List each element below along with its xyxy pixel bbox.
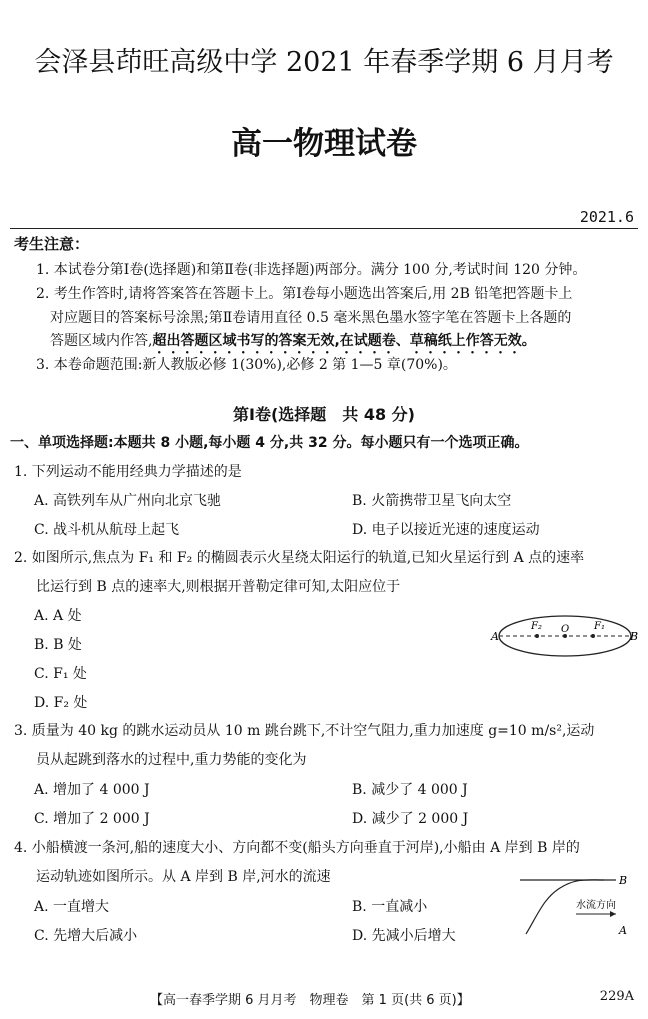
flow-arrow-icon (610, 911, 616, 917)
exam-date: 2021.6 (579, 208, 634, 226)
notice-item-2-cont2 (50, 330, 536, 357)
label-bank-b: B (619, 874, 628, 887)
notice-item-2: 2. 考生作答时,请将答案答在答题卡上。第Ⅰ卷每小题选出答案后,用 2B 铅笔把答题卡上 (36, 286, 573, 302)
q4-option-a: A. 一直增大 (34, 899, 110, 915)
part-one-heading: 一、单项选择题:本题共 8 小题,每小题 4 分,共 32 分。每小题只有一个选项正确。 (10, 435, 529, 451)
q2-option-b: B. B 处 (34, 637, 82, 653)
q2-stem-line2: 比运行到 B 点的速率大,则根据开普勒定律可知,太阳应位于 (36, 579, 401, 595)
notice-item-3: 3. 本卷命题范围:新人教版必修 1(30%),必修 2 第 1—5 章(70%)。 (36, 357, 457, 373)
label-bank-a: A (619, 924, 627, 937)
q1-option-c: C. 战斗机从航母上起飞 (34, 522, 180, 538)
label-o: O (561, 624, 570, 635)
q2-option-d: D. F₂ 处 (34, 695, 88, 711)
focus-f1-dot (591, 634, 595, 638)
footer-text: 【高一春季学期 6 月月考 物理卷 第 1 页(共 6 页)】 (150, 993, 470, 1008)
q4-option-b: B. 一直减小 (352, 899, 428, 915)
q2-stem-line1: 2. 如图所示,焦点为 F₁ 和 F₂ 的椭圆表示火星绕太阳运行的轨道,已知火星运行到 A 点的速率 (14, 550, 585, 566)
q4-option-d: D. 先减小后增大 (352, 928, 456, 944)
q3-option-d: D. 减少了 2 000 J (352, 811, 469, 827)
q4-stem-line1: 4. 小船横渡一条河,船的速度大小、方向都不变(船头方向垂直于河岸),小船由 A 岸到 B 岸的 (14, 840, 580, 856)
notice-emphasis: 超出答题区域书写的答案无效,在试题卷、草稿纸上作答无效。 (152, 333, 536, 349)
q1-option-a: A. 高铁列车从广州向北京飞驰 (34, 493, 222, 509)
q1-option-b: B. 火箭携带卫星飞向太空 (352, 493, 512, 509)
section-title: 第Ⅰ卷(选择题 共 48 分) (233, 405, 415, 424)
label-f2: F₂ (531, 621, 542, 632)
q4-option-c: C. 先增大后减小 (34, 928, 138, 944)
school-exam-line: 会泽县茚旺高级中学 2021 年春季学期 6 月月考 (34, 47, 614, 78)
focus-f2-dot (535, 634, 539, 638)
q1-option-d: D. 电子以接近光速的速度运动 (352, 522, 540, 538)
q2-option-c: C. F₁ 处 (34, 666, 87, 682)
label-flow-direction: 水流方向 (576, 900, 616, 911)
q4-river-figure (516, 868, 636, 940)
label-b: B (630, 630, 639, 643)
q3-option-c: C. 增加了 2 000 J (34, 811, 150, 827)
label-f1: F₁ (594, 621, 605, 632)
q3-stem-line2: 员从起跳到落水的过程中,重力势能的变化为 (36, 752, 307, 768)
notice-plain-text: 答题区域内作答, (50, 333, 153, 349)
q4-stem-line2: 运动轨迹如图所示。从 A 岸到 B 岸,河水的流速 (36, 869, 331, 885)
paper-title: 高一物理试卷 (231, 126, 417, 162)
q3-option-b: B. 减少了 4 000 J (352, 782, 468, 798)
notice-item-1: 1. 本试卷分第Ⅰ卷(选择题)和第Ⅱ卷(非选择题)两部分。满分 100 分,考试时间 120 分钟。 (36, 262, 587, 278)
q2-ellipse-figure (490, 612, 640, 662)
notice-heading: 考生注意： (14, 235, 90, 253)
header-divider (10, 228, 638, 229)
q2-option-a: A. A 处 (34, 608, 82, 624)
notice-item-2-cont: 对应题目的答案标号涂黑;第Ⅱ卷请用直径 0.5 毫米黑色墨水签字笔在答题卡上各题的 (50, 310, 572, 326)
q3-stem-line1: 3. 质量为 40 kg 的跳水运动员从 10 m 跳台跳下,不计空气阻力,重力加速度 g=10 m/s²,运动 (14, 723, 595, 739)
q1-stem: 1. 下列运动不能用经典力学描述的是 (14, 464, 242, 480)
q3-option-a: A. 增加了 4 000 J (34, 782, 150, 798)
paper-code: 229A (599, 989, 634, 1004)
label-a: A (491, 630, 499, 643)
